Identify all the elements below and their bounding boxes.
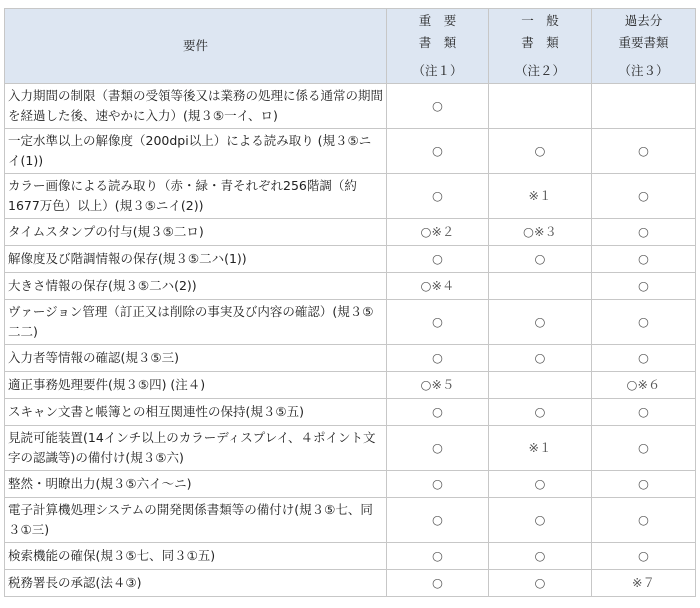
requirement-cell: スキャン文書と帳簿との相互関連性の保持(規３⑤五) [5, 399, 387, 426]
table-row [5, 372, 696, 399]
mark-cell-c1: ○※４ [387, 273, 489, 300]
requirement-cell: カラー画像による読み取り（赤・緑・青それぞれ256階調（約1677万色）以上）(規３⑤ニイ(2)) [5, 174, 387, 219]
mark-cell-c2: ○※３ [489, 219, 592, 246]
requirement-cell: 大きさ情報の保存(規３⑤二ハ(2)) [5, 273, 387, 300]
requirement-cell: 適正事務処理要件(規３⑤四) (注４) [5, 372, 387, 399]
table-row [5, 246, 696, 273]
mark-cell-c1: ○ [387, 471, 489, 498]
table-row [5, 498, 696, 543]
mark-cell-c1: ○※２ [387, 219, 489, 246]
mark-cell-c3: ○ [592, 219, 696, 246]
header-c3-line1: 過去分 [624, 13, 663, 28]
table-row [5, 345, 696, 372]
table-row [5, 471, 696, 498]
mark-cell-c3: ○ [592, 345, 696, 372]
mark-cell-c3: ○ [592, 543, 696, 570]
mark-cell-c3: ○ [592, 246, 696, 273]
table-row [5, 543, 696, 570]
mark-cell-c3: ○ [592, 129, 696, 174]
mark-cell-c2: ※１ [489, 174, 592, 219]
header-row [5, 9, 696, 84]
table-row [5, 399, 696, 426]
requirement-cell: 検索機能の確保(規３⑤七、同３①五) [5, 543, 387, 570]
table-row [5, 129, 696, 174]
header-general-docs [489, 9, 592, 84]
mark-cell-c3: ○※６ [592, 372, 696, 399]
header-c1-note: （注１） [412, 63, 463, 78]
mark-cell-c3: ○ [592, 471, 696, 498]
header-c2-line2: 書 類 [521, 35, 559, 50]
requirements-table-container [4, 8, 696, 597]
mark-cell-c1: ○ [387, 174, 489, 219]
table-row [5, 426, 696, 471]
mark-cell-c2 [489, 84, 592, 129]
mark-cell-c3 [592, 84, 696, 129]
mark-cell-c1: ○※５ [387, 372, 489, 399]
table-row [5, 174, 696, 219]
mark-cell-c1: ○ [387, 84, 489, 129]
requirement-cell: 整然・明瞭出力(規３⑤六イ～ニ) [5, 471, 387, 498]
header-c2-line1: 一 般 [521, 13, 559, 28]
table-row [5, 570, 696, 597]
mark-cell-c1: ○ [387, 543, 489, 570]
mark-cell-c1: ○ [387, 300, 489, 345]
table-row [5, 273, 696, 300]
requirements-table [4, 8, 696, 597]
table-row [5, 219, 696, 246]
header-requirement: 要件 [5, 9, 387, 84]
requirement-cell: 電子計算機処理システムの開発関係書類等の備付け(規３⑤七、同３①三) [5, 498, 387, 543]
mark-cell-c3: ○ [592, 426, 696, 471]
mark-cell-c1: ○ [387, 570, 489, 597]
requirement-cell: 税務署長の承認(法４③) [5, 570, 387, 597]
mark-cell-c2: ○ [489, 498, 592, 543]
mark-cell-c2: ○ [489, 471, 592, 498]
table-row [5, 84, 696, 129]
mark-cell-c1: ○ [387, 345, 489, 372]
header-c2-note: （注２） [514, 63, 565, 78]
mark-cell-c2: ○ [489, 543, 592, 570]
mark-cell-c3: ※７ [592, 570, 696, 597]
mark-cell-c2: ○ [489, 399, 592, 426]
header-c3-note: （注３） [618, 63, 669, 78]
header-past-important-docs [592, 9, 696, 84]
mark-cell-c3: ○ [592, 300, 696, 345]
mark-cell-c3: ○ [592, 399, 696, 426]
requirement-cell: 一定水準以上の解像度（200dpi以上）による読み取り (規３⑤ニイ(1)) [5, 129, 387, 174]
header-c1-line1: 重 要 [418, 13, 457, 28]
mark-cell-c1: ○ [387, 498, 489, 543]
requirement-cell: ヴァージョン管理（訂正又は削除の事実及び内容の確認）(規３⑤二二) [5, 300, 387, 345]
mark-cell-c3: ○ [592, 174, 696, 219]
mark-cell-c3: ○ [592, 273, 696, 300]
mark-cell-c2: ○ [489, 246, 592, 273]
mark-cell-c1: ○ [387, 246, 489, 273]
mark-cell-c2: ※１ [489, 426, 592, 471]
mark-cell-c2: ○ [489, 345, 592, 372]
mark-cell-c1: ○ [387, 129, 489, 174]
requirement-cell: 解像度及び階調情報の保存(規３⑤二ハ(1)) [5, 246, 387, 273]
header-c3-line2: 重要書類 [618, 35, 669, 50]
mark-cell-c1: ○ [387, 399, 489, 426]
requirement-cell: 入力期間の制限（書類の受領等後又は業務の処理に係る通常の期間を経過した後、速やかに入力）(規３⑤一イ、ロ) [5, 84, 387, 129]
mark-cell-c2 [489, 372, 592, 399]
requirement-cell: タイムスタンプの付与(規３⑤二ロ) [5, 219, 387, 246]
mark-cell-c2: ○ [489, 129, 592, 174]
requirement-cell: 入力者等情報の確認(規３⑤三) [5, 345, 387, 372]
mark-cell-c2: ○ [489, 300, 592, 345]
mark-cell-c2: ○ [489, 570, 592, 597]
table-row [5, 300, 696, 345]
mark-cell-c3: ○ [592, 498, 696, 543]
header-c1-line2: 書 類 [418, 35, 457, 50]
mark-cell-c1: ○ [387, 426, 489, 471]
mark-cell-c2 [489, 273, 592, 300]
requirement-cell: 見読可能装置(14インチ以上のカラーディスプレイ、４ポイント文字の認識等)の備付け(規３⑤六) [5, 426, 387, 471]
header-important-docs [387, 9, 489, 84]
